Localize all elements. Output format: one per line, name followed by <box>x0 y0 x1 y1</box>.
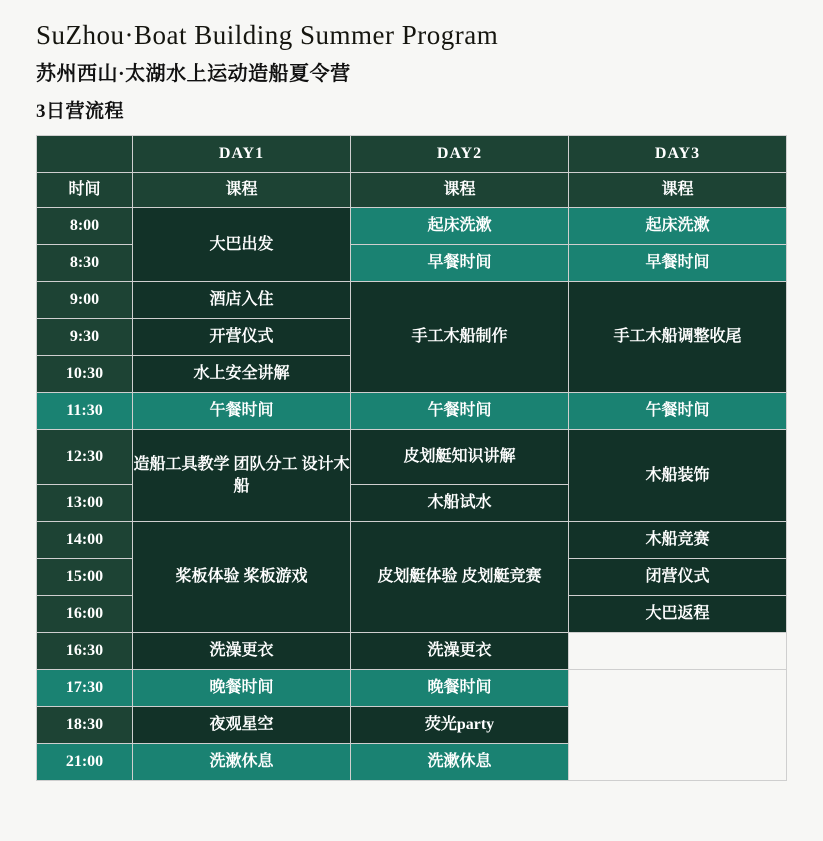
time-cell: 15:00 <box>37 559 133 596</box>
course-header-day3: 课程 <box>569 173 787 208</box>
day2-boat-water-test: 木船试水 <box>351 485 569 522</box>
day3-boat-race: 木船竞赛 <box>569 522 787 559</box>
table-row <box>37 633 787 670</box>
time-column-header: 时间 <box>37 173 133 208</box>
table-row <box>37 670 787 707</box>
table-row <box>37 208 787 245</box>
page-title-chinese: 苏州西山·太湖水上运动造船夏令营 <box>36 63 351 85</box>
day3-boat-finishing: 手工木船调整收尾 <box>569 282 787 393</box>
day2-glow-party: 荧光party <box>351 707 569 744</box>
day2-boat-building: 手工木船制作 <box>351 282 569 393</box>
table-header-row-labels <box>37 173 787 208</box>
day2-kayak-theory: 皮划艇知识讲解 <box>351 430 569 485</box>
table-row <box>37 393 787 430</box>
day2-shower: 洗澡更衣 <box>351 633 569 670</box>
schedule-table <box>36 135 787 781</box>
table-row <box>37 522 787 559</box>
day1-paddle-line2: 桨板游戏 <box>243 568 308 586</box>
time-cell: 10:30 <box>37 356 133 393</box>
page-title-english: SuZhou·Boat Building Summer Program <box>36 20 499 50</box>
day3-wake-up: 起床洗漱 <box>569 208 787 245</box>
day2-breakfast: 早餐时间 <box>351 245 569 282</box>
time-cell: 17:30 <box>37 670 133 707</box>
day1-lunch: 午餐时间 <box>133 393 351 430</box>
day3-closing-ceremony: 闭营仪式 <box>569 559 787 596</box>
day-header-2: DAY2 <box>351 136 569 173</box>
day1-tools-line2: 团队分工 <box>233 455 298 473</box>
day3-empty-cell-1 <box>569 633 787 670</box>
day-header-1: DAY1 <box>133 136 351 173</box>
day1-bus-depart: 大巴出发 <box>133 208 351 282</box>
time-cell: 12:30 <box>37 430 133 485</box>
day1-opening-ceremony: 开营仪式 <box>133 319 351 356</box>
day1-tools-line3: 设计木船 <box>233 455 350 495</box>
day1-tools-line1: 造船工具教学 <box>133 455 230 473</box>
time-cell: 8:30 <box>37 245 133 282</box>
day2-wake-up: 起床洗漱 <box>351 208 569 245</box>
day3-breakfast: 早餐时间 <box>569 245 787 282</box>
table-row <box>37 282 787 319</box>
day2-kayak-line1: 皮划艇体验 <box>377 568 458 586</box>
day1-paddleboard <box>133 522 351 633</box>
time-cell: 9:30 <box>37 319 133 356</box>
time-cell: 14:00 <box>37 522 133 559</box>
time-cell: 8:00 <box>37 208 133 245</box>
day2-kayaking <box>351 522 569 633</box>
table-header-row-days <box>37 136 787 173</box>
page-subtitle: 3日营流程 <box>36 101 125 122</box>
time-cell: 21:00 <box>37 744 133 781</box>
time-cell: 16:30 <box>37 633 133 670</box>
day2-wash-rest: 洗漱休息 <box>351 744 569 781</box>
day3-empty-cell-2 <box>569 670 787 781</box>
time-cell: 16:00 <box>37 596 133 633</box>
day1-dinner: 晚餐时间 <box>133 670 351 707</box>
day1-shower: 洗澡更衣 <box>133 633 351 670</box>
table-row <box>37 430 787 485</box>
time-cell: 13:00 <box>37 485 133 522</box>
day3-boat-decoration: 木船装饰 <box>569 430 787 522</box>
day3-lunch: 午餐时间 <box>569 393 787 430</box>
day1-water-safety: 水上安全讲解 <box>133 356 351 393</box>
course-header-day2: 课程 <box>351 173 569 208</box>
time-cell: 11:30 <box>37 393 133 430</box>
day1-stargazing: 夜观星空 <box>133 707 351 744</box>
course-header-day1: 课程 <box>133 173 351 208</box>
day1-hotel-checkin: 酒店入住 <box>133 282 351 319</box>
day3-bus-return: 大巴返程 <box>569 596 787 633</box>
day1-paddle-line1: 桨板体验 <box>175 568 240 586</box>
day2-lunch: 午餐时间 <box>351 393 569 430</box>
day1-tools-design <box>133 430 351 522</box>
day1-wash-rest: 洗漱休息 <box>133 744 351 781</box>
table-corner-cell <box>37 136 133 173</box>
time-cell: 9:00 <box>37 282 133 319</box>
day2-dinner: 晚餐时间 <box>351 670 569 707</box>
time-cell: 18:30 <box>37 707 133 744</box>
day-header-3: DAY3 <box>569 136 787 173</box>
day2-kayak-line2: 皮划艇竞赛 <box>461 568 542 586</box>
